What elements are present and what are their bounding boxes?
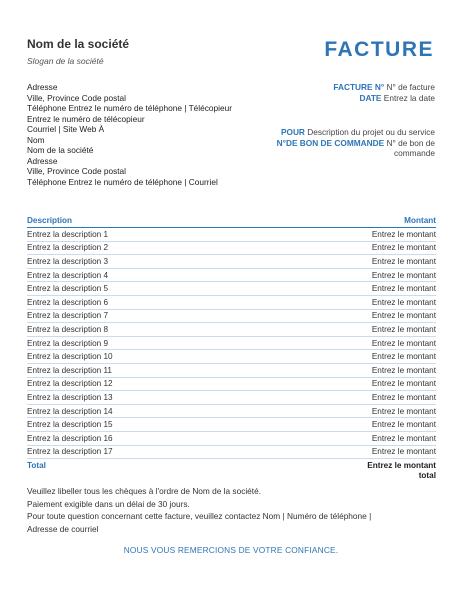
row-amount: Entrez le montant <box>238 282 436 296</box>
table-row <box>27 296 436 310</box>
address-line: Téléphone Entrez le numéro de téléphone | Courriel <box>27 176 218 187</box>
invoice-number-value: N° de facture <box>386 82 435 92</box>
row-description: Entrez la description 6 <box>27 296 238 310</box>
note-line: Pour toute question concernant cette facture, veuillez contactez Nom | Numéro de téléphone | <box>27 511 372 522</box>
description-header: Description <box>27 214 238 228</box>
total-label: Total <box>27 461 46 471</box>
row-description: Entrez la description 1 <box>27 228 238 242</box>
row-amount: Entrez le montant <box>238 296 436 310</box>
row-description: Entrez la description 16 <box>27 432 238 446</box>
row-amount: Entrez le montant <box>238 418 436 432</box>
total-value: Entrez le montant total <box>367 461 436 481</box>
amount-header: Montant <box>238 214 436 228</box>
po-row <box>235 138 435 149</box>
table-row <box>27 404 436 418</box>
table-row <box>27 445 436 459</box>
date-row <box>235 93 435 104</box>
row-description: Entrez la description 12 <box>27 377 238 391</box>
address-line: Téléphone Entrez le numéro de téléphone | Télécopieur <box>27 103 232 113</box>
table-row <box>27 282 436 296</box>
row-amount: Entrez le montant <box>238 404 436 418</box>
table-header-row <box>27 214 436 228</box>
row-amount: Entrez le montant <box>238 255 436 269</box>
address-line: Adresse <box>27 82 58 92</box>
table-row <box>27 350 436 364</box>
row-amount: Entrez le montant <box>238 391 436 405</box>
date-label: DATE <box>359 92 382 103</box>
row-amount: Entrez le montant <box>238 268 436 282</box>
date-value: Entrez la date <box>383 92 435 103</box>
table-row <box>27 391 436 405</box>
row-description: Entrez la description 2 <box>27 241 238 255</box>
for-value: Description du projet ou du service <box>307 127 435 137</box>
row-description: Entrez la description 9 <box>27 336 238 350</box>
table-row <box>27 255 436 269</box>
address-line: Adresse <box>27 155 58 166</box>
note-line: Adresse de courriel <box>27 523 99 534</box>
po-label: N°DE BON DE COMMANDE <box>276 137 385 148</box>
address-line: Nom de la société <box>27 145 94 155</box>
line-items-table <box>27 214 436 481</box>
row-amount: Entrez le montant <box>238 445 436 459</box>
row-description: Entrez la description 17 <box>27 445 238 459</box>
row-amount: Entrez le montant <box>238 350 436 364</box>
row-amount: Entrez le montant <box>238 432 436 446</box>
row-description: Entrez la description 14 <box>27 404 238 418</box>
po-value: N° de bon de <box>386 137 435 148</box>
row-amount: Entrez le montant <box>238 241 436 255</box>
invoice-number-row <box>235 82 435 93</box>
row-amount: Entrez le montant <box>238 364 436 378</box>
address-line: Nom <box>27 134 45 145</box>
table-row <box>27 268 436 282</box>
row-description: Entrez la description 3 <box>27 255 238 269</box>
thank-you-message: NOUS VOUS REMERCIONS DE VOTRE CONFIANCE. <box>123 545 339 555</box>
table-row <box>27 377 436 391</box>
invoice-number-label: FACTURE N° <box>333 82 385 92</box>
address-line: Entrez le numéro de télécopieur <box>27 113 145 124</box>
note-line: Paiement exigible dans un délai de 30 jours. <box>27 498 190 509</box>
row-amount: Entrez le montant <box>238 309 436 323</box>
table-row <box>27 418 436 432</box>
invoice-title: FACTURE <box>324 38 434 61</box>
table-row <box>27 364 436 378</box>
table-row <box>27 309 436 323</box>
row-description: Entrez la description 13 <box>27 391 238 405</box>
row-amount: Entrez le montant <box>238 323 436 337</box>
invoice-meta <box>235 82 435 159</box>
row-description: Entrez la description 4 <box>27 268 238 282</box>
row-description: Entrez la description 8 <box>27 323 238 337</box>
row-description: Entrez la description 11 <box>27 364 238 378</box>
table-row <box>27 336 436 350</box>
table-row <box>27 241 436 255</box>
address-line: Ville, Province Code postal <box>27 166 127 176</box>
for-label: POUR <box>280 127 305 137</box>
address-line: Ville, Province Code postal <box>27 92 127 103</box>
row-description: Entrez la description 10 <box>27 350 238 364</box>
table-row <box>27 432 436 446</box>
row-description: Entrez la description 7 <box>27 309 238 323</box>
table-row <box>27 228 436 242</box>
row-amount: Entrez le montant <box>238 336 436 350</box>
row-description: Entrez la description 5 <box>27 282 238 296</box>
company-name: Nom de la société <box>27 37 130 51</box>
address-line: Courriel | Site Web À <box>27 124 105 134</box>
company-slogan: Slogan de la société <box>27 56 104 66</box>
payment-notes <box>27 485 437 535</box>
row-amount: Entrez le montant <box>238 228 436 242</box>
total-row <box>27 459 436 482</box>
row-description: Entrez la description 15 <box>27 418 238 432</box>
for-row <box>235 127 435 138</box>
row-amount: Entrez le montant <box>238 377 436 391</box>
note-line: Veuillez libeller tous les chèques à l'ordre de Nom de la société. <box>27 486 262 496</box>
table-row <box>27 323 436 337</box>
po-value-continued: commande <box>393 148 435 158</box>
